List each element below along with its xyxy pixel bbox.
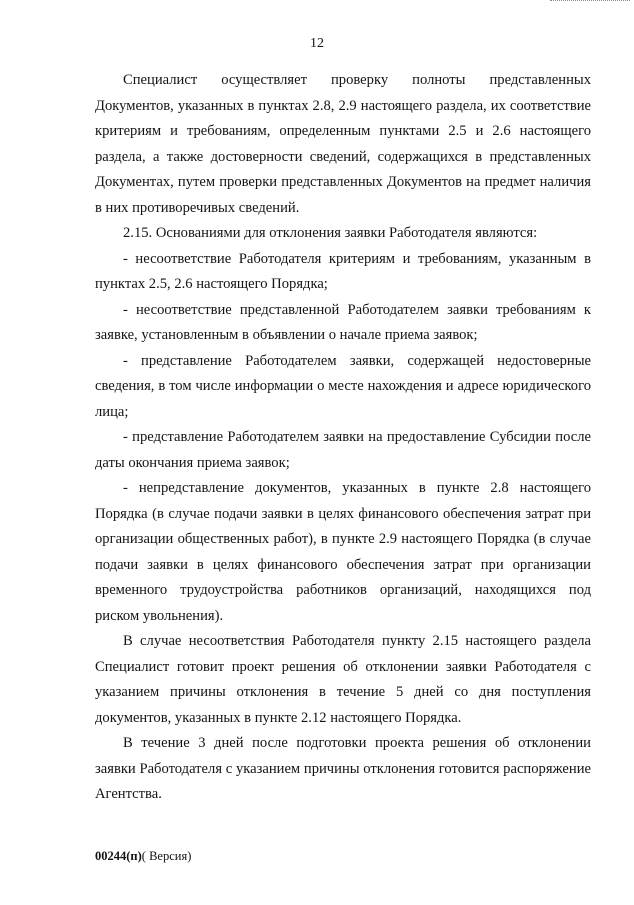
paragraph-rejection-grounds: 2.15. Основаниями для отклонения заявки Работодателя являются: xyxy=(123,225,538,241)
paragraph-rejection-draft: В случае несоответствия Работодателя пункту 2.15 настоящего раздела Специалист готовит проект решения об отклонении заявки Работодателя с указанием причины отклонения в течение 5 дней со дня поступления документов, указанных в пункте 2.12 настоящего Порядка. xyxy=(95,633,591,726)
list-item-late-submission: - представление Работодателем заявки на предоставление Субсидии после даты окончания приема заявок; xyxy=(95,429,591,471)
paragraph-agency-order: В течение 3 дней после подготовки проекта решения об отклонении заявки Работодателя с указанием причины отклонения готовится распоряжение Агентства. xyxy=(95,735,591,802)
list-item-missing-documents: - непредставление документов, указанных в пункте 2.8 настоящего Порядка (в случае подачи заявки в целях финансового обеспечения затрат при организации общественных работ), в пункте 2.9 настоящего Порядка (в случае подачи заявки в целях финансового обеспечения затрат при организации временного трудоустройства работников организаций, находящихся под риском увольнения). xyxy=(95,480,591,624)
document-code: 00244(п) xyxy=(95,849,142,863)
document-version: ( Версия) xyxy=(141,849,192,863)
list-item-criteria-mismatch: - несоответствие Работодателя критериям и требованиям, указанным в пунктах 2.5, 2.6 настоящего Порядка; xyxy=(95,250,591,292)
scan-edge-mark xyxy=(550,0,630,3)
document-footer xyxy=(95,849,191,864)
list-item-false-information: - представление Работодателем заявки, содержащей недостоверные сведения, в том числе информации о месте нахождения и адресе юридического лица; xyxy=(95,352,591,420)
document-body xyxy=(95,68,591,808)
list-item-application-mismatch: - несоответствие представленной Работодателем заявки требованиям к заявке, установленным в объявлении о начале приема заявок; xyxy=(95,301,591,343)
paragraph-verification: Специалист осуществляет проверку полноты представленных Документов, указанных в пунктах 2.8, 2.9 настоящего раздела, их соответствие критериям и требованиям, определенным пунктами 2.5 и 2.6 настоящего раздела, а также достоверности сведений, содержащихся в представленных Документах, путем проверки представленных Документов на предмет наличия в них противоречивых сведений. xyxy=(95,72,591,216)
page-number: 12 xyxy=(310,36,324,51)
